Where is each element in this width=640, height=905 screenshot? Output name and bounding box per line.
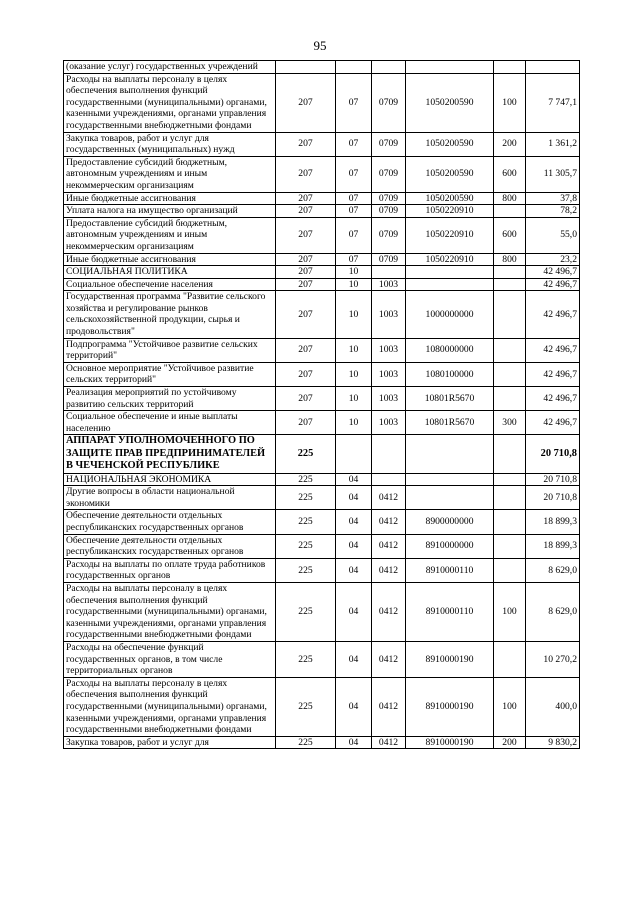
table-row xyxy=(64,641,580,677)
row-code-subsection: 0412 xyxy=(372,510,406,534)
row-code-expense xyxy=(494,473,526,486)
row-code-admin: 225 xyxy=(276,534,336,558)
row-code-expense: 200 xyxy=(494,736,526,749)
row-code-admin: 225 xyxy=(276,510,336,534)
row-code-section: 10 xyxy=(336,387,372,411)
row-sum: 42 496,7 xyxy=(526,291,580,338)
row-code-expense xyxy=(494,278,526,291)
row-code-subsection: 0709 xyxy=(372,253,406,266)
row-code-target: 8910000110 xyxy=(406,558,494,582)
row-code-subsection: 1003 xyxy=(372,387,406,411)
row-code-subsection: 0709 xyxy=(372,217,406,253)
row-code-admin xyxy=(276,61,336,74)
row-code-section xyxy=(336,61,372,74)
row-code-target xyxy=(406,61,494,74)
row-code-expense: 600 xyxy=(494,156,526,192)
row-code-expense xyxy=(494,486,526,510)
row-code-target xyxy=(406,486,494,510)
row-code-section: 04 xyxy=(336,558,372,582)
row-code-section: 07 xyxy=(336,73,372,132)
row-code-section: 07 xyxy=(336,217,372,253)
row-code-section: 07 xyxy=(336,205,372,218)
row-code-subsection xyxy=(372,435,406,473)
row-code-section: 07 xyxy=(336,253,372,266)
row-name: Реализация мероприятий по устойчивому развитию сельских территорий xyxy=(64,387,276,411)
row-name: Предоставление субсидий бюджетным, автономным учреждениям и иным некоммерческим организациям xyxy=(64,217,276,253)
row-sum: 55,0 xyxy=(526,217,580,253)
row-code-target: 1050220910 xyxy=(406,217,494,253)
table-row xyxy=(64,387,580,411)
row-sum: 10 270,2 xyxy=(526,641,580,677)
row-name: Социальное обеспечение и иные выплаты населению xyxy=(64,411,276,435)
table-row xyxy=(64,217,580,253)
row-code-admin: 207 xyxy=(276,338,336,362)
row-code-subsection xyxy=(372,266,406,279)
row-code-expense: 100 xyxy=(494,73,526,132)
row-code-subsection: 0709 xyxy=(372,192,406,205)
row-name: Иные бюджетные ассигнования xyxy=(64,192,276,205)
row-sum: 9 830,2 xyxy=(526,736,580,749)
row-code-section: 04 xyxy=(336,510,372,534)
row-sum: 18 899,3 xyxy=(526,510,580,534)
row-code-section: 10 xyxy=(336,338,372,362)
row-code-target: 1050200590 xyxy=(406,73,494,132)
row-code-target: 8910000190 xyxy=(406,677,494,736)
row-name: Закупка товаров, работ и услуг для государственных (муниципальных) нужд xyxy=(64,132,276,156)
row-name: Предоставление субсидий бюджетным, автономным учреждениям и иным некоммерческим организациям xyxy=(64,156,276,192)
row-code-section: 07 xyxy=(336,132,372,156)
table-row xyxy=(64,677,580,736)
row-sum xyxy=(526,61,580,74)
row-sum: 42 496,7 xyxy=(526,411,580,435)
row-sum: 11 305,7 xyxy=(526,156,580,192)
row-code-admin: 207 xyxy=(276,156,336,192)
table-row xyxy=(64,132,580,156)
row-code-admin: 207 xyxy=(276,217,336,253)
row-code-admin: 207 xyxy=(276,132,336,156)
row-sum: 42 496,7 xyxy=(526,266,580,279)
row-name: Иные бюджетные ассигнования xyxy=(64,253,276,266)
row-sum: 20 710,8 xyxy=(526,486,580,510)
row-code-expense xyxy=(494,387,526,411)
row-code-admin: 207 xyxy=(276,387,336,411)
row-code-section: 04 xyxy=(336,486,372,510)
row-code-subsection: 1003 xyxy=(372,278,406,291)
row-code-admin: 225 xyxy=(276,677,336,736)
row-code-section: 10 xyxy=(336,362,372,386)
row-code-admin: 225 xyxy=(276,641,336,677)
table-row xyxy=(64,558,580,582)
row-code-expense: 800 xyxy=(494,253,526,266)
row-code-admin: 207 xyxy=(276,192,336,205)
row-code-section: 10 xyxy=(336,266,372,279)
row-code-section: 07 xyxy=(336,156,372,192)
table-row xyxy=(64,582,580,641)
row-sum: 78,2 xyxy=(526,205,580,218)
row-code-target xyxy=(406,266,494,279)
row-sum: 1 361,2 xyxy=(526,132,580,156)
table-row xyxy=(64,61,580,74)
table-row xyxy=(64,266,580,279)
row-name: Социальное обеспечение населения xyxy=(64,278,276,291)
row-code-target xyxy=(406,473,494,486)
row-code-expense xyxy=(494,641,526,677)
row-sum: 20 710,8 xyxy=(526,435,580,473)
row-code-subsection: 0709 xyxy=(372,205,406,218)
row-code-admin: 207 xyxy=(276,73,336,132)
row-code-admin: 207 xyxy=(276,411,336,435)
row-code-subsection: 0412 xyxy=(372,486,406,510)
row-code-target: 10801R5670 xyxy=(406,411,494,435)
row-code-target: 1050220910 xyxy=(406,253,494,266)
table-body xyxy=(64,61,580,749)
row-sum: 7 747,1 xyxy=(526,73,580,132)
row-name: НАЦИОНАЛЬНАЯ ЭКОНОМИКА xyxy=(64,473,276,486)
table-row xyxy=(64,192,580,205)
row-name: Расходы на выплаты персоналу в целях обеспечения выполнения функций государственными (муниципальными) органами, казенными учреждениями, органами управления государственными внебюджетными фондами xyxy=(64,73,276,132)
row-code-target: 8900000000 xyxy=(406,510,494,534)
table-row xyxy=(64,362,580,386)
table-row xyxy=(64,205,580,218)
row-name: Обеспечение деятельности отдельных республиканских государственных органов xyxy=(64,510,276,534)
table-row xyxy=(64,291,580,338)
row-code-section: 07 xyxy=(336,192,372,205)
row-code-subsection: 1003 xyxy=(372,291,406,338)
row-code-expense xyxy=(494,61,526,74)
row-code-expense: 100 xyxy=(494,582,526,641)
row-code-section: 04 xyxy=(336,534,372,558)
row-sum: 18 899,3 xyxy=(526,534,580,558)
row-code-subsection: 1003 xyxy=(372,362,406,386)
row-code-expense: 100 xyxy=(494,677,526,736)
row-name: Подпрограмма "Устойчивое развитие сельских территорий" xyxy=(64,338,276,362)
table-row xyxy=(64,156,580,192)
row-code-section: 10 xyxy=(336,291,372,338)
row-code-expense xyxy=(494,266,526,279)
row-code-admin: 207 xyxy=(276,278,336,291)
row-name: АППАРАТ УПОЛНОМОЧЕННОГО ПО ЗАЩИТЕ ПРАВ ПРЕДПРИНИМАТЕЛЕЙ В ЧЕЧЕНСКОЙ РЕСПУБЛИКЕ xyxy=(64,435,276,473)
row-sum: 8 629,0 xyxy=(526,558,580,582)
row-code-subsection: 1003 xyxy=(372,411,406,435)
row-code-expense xyxy=(494,362,526,386)
table-row xyxy=(64,338,580,362)
row-sum: 42 496,7 xyxy=(526,362,580,386)
row-name: СОЦИАЛЬНАЯ ПОЛИТИКА xyxy=(64,266,276,279)
table-row xyxy=(64,486,580,510)
row-name: Обеспечение деятельности отдельных республиканских государственных органов xyxy=(64,534,276,558)
row-code-section: 04 xyxy=(336,582,372,641)
row-name: Основное мероприятие "Устойчивое развитие сельских территорий" xyxy=(64,362,276,386)
row-code-target: 1000000000 xyxy=(406,291,494,338)
table-row xyxy=(64,411,580,435)
row-code-expense xyxy=(494,205,526,218)
row-code-section: 04 xyxy=(336,677,372,736)
row-sum: 23,2 xyxy=(526,253,580,266)
table-row xyxy=(64,253,580,266)
row-code-section: 04 xyxy=(336,641,372,677)
row-code-expense: 800 xyxy=(494,192,526,205)
row-sum: 37,8 xyxy=(526,192,580,205)
row-code-admin: 207 xyxy=(276,266,336,279)
row-code-subsection: 0412 xyxy=(372,558,406,582)
row-code-target xyxy=(406,278,494,291)
row-name: Расходы на выплаты по оплате труда работников государственных органов xyxy=(64,558,276,582)
row-code-section: 04 xyxy=(336,736,372,749)
row-code-expense: 200 xyxy=(494,132,526,156)
row-code-admin: 225 xyxy=(276,486,336,510)
row-name: Государственная программа "Развитие сельского хозяйства и регулирование рынков сельскохозяйственной продукции, сырья и продовольствия" xyxy=(64,291,276,338)
table-row xyxy=(64,435,580,473)
row-code-expense xyxy=(494,435,526,473)
row-sum: 8 629,0 xyxy=(526,582,580,641)
row-code-target: 8910000000 xyxy=(406,534,494,558)
row-code-subsection: 0412 xyxy=(372,736,406,749)
row-code-target: 1050200590 xyxy=(406,132,494,156)
row-code-target: 1080100000 xyxy=(406,362,494,386)
row-sum: 42 496,7 xyxy=(526,387,580,411)
row-code-admin: 207 xyxy=(276,362,336,386)
row-code-subsection: 0709 xyxy=(372,73,406,132)
row-code-admin: 207 xyxy=(276,291,336,338)
row-code-section: 04 xyxy=(336,473,372,486)
row-sum: 42 496,7 xyxy=(526,278,580,291)
row-code-admin: 225 xyxy=(276,473,336,486)
row-code-target: 1050200590 xyxy=(406,156,494,192)
row-name: Уплата налога на имущество организаций xyxy=(64,205,276,218)
row-sum: 20 710,8 xyxy=(526,473,580,486)
row-code-target: 10801R5670 xyxy=(406,387,494,411)
row-code-target: 1050200590 xyxy=(406,192,494,205)
row-code-subsection: 0412 xyxy=(372,534,406,558)
row-code-admin: 207 xyxy=(276,205,336,218)
row-code-subsection xyxy=(372,61,406,74)
row-code-expense xyxy=(494,291,526,338)
row-code-expense xyxy=(494,338,526,362)
row-code-admin: 207 xyxy=(276,253,336,266)
table-row xyxy=(64,278,580,291)
row-code-section: 10 xyxy=(336,278,372,291)
row-sum: 42 496,7 xyxy=(526,338,580,362)
row-name: Расходы на обеспечение функций государственных органов, в том числе территориальных органов xyxy=(64,641,276,677)
row-code-target: 8910000110 xyxy=(406,582,494,641)
row-code-target: 8910000190 xyxy=(406,736,494,749)
row-sum: 400,0 xyxy=(526,677,580,736)
page-number: 95 xyxy=(313,38,327,53)
row-code-expense: 300 xyxy=(494,411,526,435)
row-code-section xyxy=(336,435,372,473)
row-code-expense xyxy=(494,534,526,558)
row-code-target: 1050220910 xyxy=(406,205,494,218)
row-code-expense xyxy=(494,510,526,534)
table-row xyxy=(64,473,580,486)
row-code-admin: 225 xyxy=(276,736,336,749)
budget-table xyxy=(63,60,580,749)
row-code-admin: 225 xyxy=(276,582,336,641)
row-name: Расходы на выплаты персоналу в целях обеспечения выполнения функций государственными (муниципальными) органами, казенными учреждениями, органами управления государственными внебюджетными фондами xyxy=(64,582,276,641)
row-code-subsection: 0709 xyxy=(372,156,406,192)
row-name: Расходы на выплаты персоналу в целях обеспечения выполнения функций государственными (муниципальными) органами, казенными учреждениями, органами управления государственными внебюджетными фондами xyxy=(64,677,276,736)
table-row xyxy=(64,73,580,132)
row-code-subsection xyxy=(372,473,406,486)
row-code-expense: 600 xyxy=(494,217,526,253)
table-row xyxy=(64,736,580,749)
table-row xyxy=(64,534,580,558)
row-code-subsection: 0709 xyxy=(372,132,406,156)
row-code-target: 8910000190 xyxy=(406,641,494,677)
row-name: Закупка товаров, работ и услуг для xyxy=(64,736,276,749)
row-code-admin: 225 xyxy=(276,558,336,582)
table-row xyxy=(64,510,580,534)
row-code-admin: 225 xyxy=(276,435,336,473)
row-name: Другие вопросы в области национальной экономики xyxy=(64,486,276,510)
row-code-target: 1080000000 xyxy=(406,338,494,362)
row-code-subsection: 0412 xyxy=(372,641,406,677)
row-code-section: 10 xyxy=(336,411,372,435)
row-code-expense xyxy=(494,558,526,582)
row-code-subsection: 0412 xyxy=(372,582,406,641)
row-code-target xyxy=(406,435,494,473)
row-code-subsection: 1003 xyxy=(372,338,406,362)
row-code-subsection: 0412 xyxy=(372,677,406,736)
row-name: (оказание услуг) государственных учреждений xyxy=(64,61,276,74)
